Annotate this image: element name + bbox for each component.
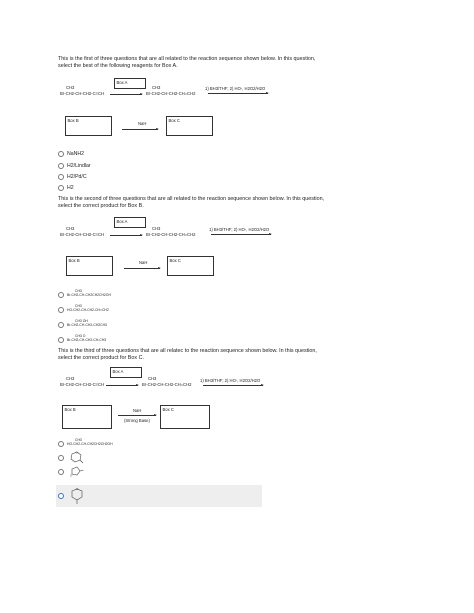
q2-arrow-right	[211, 234, 271, 235]
q2-box-a: Box A	[114, 217, 146, 228]
q2-box-b: Box B	[66, 256, 113, 276]
q3-option-1[interactable]	[58, 439, 113, 448]
q2-option-1[interactable]	[58, 290, 111, 299]
methyl-tetrahydropyran-ring-icon	[67, 486, 87, 506]
q2-option-2-radio[interactable]	[58, 307, 64, 313]
q1-middle-ch3: CH3	[152, 85, 161, 90]
q1-reaction-scheme	[58, 76, 288, 106]
q2-arrow-a	[110, 235, 142, 236]
q2-reaction-scheme	[58, 216, 288, 246]
q1-option-3-label: H2/Pd/C	[67, 173, 87, 180]
q1-option-3-radio[interactable]	[58, 174, 64, 180]
q1-start-molecule: Br-CH2-CH-CH2-C≡CH	[60, 91, 105, 96]
q3-reagent-right: 1) BH3/THF; 2) HO-, H2O2/H2O	[200, 378, 261, 383]
tetrahydrofuran-ring-icon	[67, 465, 85, 479]
q3-nah-note: (Strong Base)	[124, 418, 150, 423]
q3-box-a: Box A	[110, 367, 142, 378]
q3-arrow-a	[106, 385, 138, 386]
q2-option-3[interactable]	[58, 320, 107, 329]
q3-option-2-radio[interactable]	[58, 455, 64, 461]
q3-option-4[interactable]	[58, 486, 87, 506]
q1-option-2-radio[interactable]	[58, 163, 64, 169]
q2-option-3-radio[interactable]	[58, 322, 64, 328]
q3-middle-molecule: Br-CH2-CH-CH2-CH=CH2	[142, 382, 192, 387]
q1-nah-label: NaH	[138, 121, 147, 126]
q3-box-b: Box B	[62, 405, 112, 429]
q3-option-2[interactable]	[58, 452, 85, 464]
q3-arrow-right	[203, 385, 263, 386]
q2-arrow-nah	[124, 268, 160, 269]
q2-reagent-right: 1) BH3/THF; 2) HO-, H2O2/H2O	[209, 227, 270, 232]
q2-option-2[interactable]	[58, 305, 109, 314]
q3-nah-label: NaH	[133, 408, 142, 413]
q1-option-4[interactable]	[58, 183, 74, 192]
question-1-prompt: This is the first of three questions that are all related to the reaction sequence shown below. In this question, select the best of the following reagents for Box A.	[58, 56, 316, 70]
q2-middle-ch3: CH3	[152, 226, 161, 231]
q3-start-molecule: Br-CH2-CH-CH2-C≡CH	[60, 382, 105, 387]
q1-option-1-radio[interactable]	[58, 151, 64, 157]
q2-option-4-structure: CH3 O Br-CH2-CH-CH2-CH-CH3	[67, 333, 107, 342]
q2-option-1-structure: CH3 Br-CH2-CH-CH2CH2CH2OH	[67, 288, 111, 297]
q3-option-1-radio[interactable]	[58, 441, 64, 447]
q1-option-2-label: H2/Lindlar	[67, 162, 91, 169]
q3-option-4-radio[interactable]	[58, 493, 64, 499]
q2-option-4[interactable]	[58, 335, 106, 344]
q1-option-1-label: NaNH2	[67, 150, 85, 157]
q3-reaction-scheme	[58, 366, 288, 396]
q2-start-molecule: Br-CH2-CH-CH2-C≡CH	[60, 232, 105, 237]
q1-option-4-radio[interactable]	[58, 185, 64, 191]
q1-arrow-a	[110, 94, 142, 95]
q1-arrow-right	[208, 93, 268, 94]
q2-option-2-structure: CH3 HO-CH2-CH-CH2-CH=CH2	[67, 303, 109, 312]
q1-option-2[interactable]	[58, 161, 91, 170]
q1-reagent-right: 1) BH3/THF; 2) HO-, H2O2/H2O	[205, 86, 266, 91]
question-3-prompt: This is the third of three questions that are all relatec to the reaction sequence shown below. In this question, select the correct product for Box C.	[58, 348, 317, 362]
q3-middle-ch3: CH3	[148, 376, 157, 381]
svg-text:O: O	[75, 451, 78, 455]
q3-arrow-nah	[118, 415, 156, 416]
q2-option-1-radio[interactable]	[58, 292, 64, 298]
q1-middle-molecule: Br-CH2-CH-CH2-CH=CH2	[146, 91, 196, 96]
q2-start-ch3: CH3	[66, 226, 75, 231]
q1-arrow-nah	[122, 129, 158, 130]
q3-option-3[interactable]	[58, 466, 85, 478]
q1-start-ch3: CH3	[66, 85, 75, 90]
svg-text:O: O	[70, 473, 73, 478]
q1-box-a: Box A	[114, 78, 146, 89]
q2-box-c: Box C	[167, 256, 214, 276]
q2-option-4-radio[interactable]	[58, 337, 64, 343]
svg-text:O: O	[76, 487, 79, 491]
q3-start-ch3: CH3	[66, 376, 75, 381]
question-2-prompt: This is the second of three questions that are all related to the reaction sequence shown below. In this question, select the correct product for Box B.	[58, 196, 325, 210]
q2-middle-molecule: Br-CH2-CH-CH2-CH=CH2	[146, 232, 196, 237]
tetrahydropyran-ring-icon	[67, 451, 85, 465]
q1-box-b: Box B	[65, 116, 112, 136]
q3-box-c: Box C	[160, 405, 210, 429]
q1-box-c: Box C	[166, 116, 213, 136]
q1-option-3[interactable]	[58, 172, 87, 181]
q2-option-3-structure: CH3 OH Br-CH2-CH-CH2-CH2CH3	[67, 318, 107, 327]
q3-option-3-radio[interactable]	[58, 469, 64, 475]
q1-option-4-label: H2	[67, 184, 74, 191]
q2-nah-label: NaH	[139, 260, 148, 265]
q1-option-1[interactable]	[58, 149, 84, 158]
q3-option-1-structure: CH3 HO-CH2-CH-CH2CH2CH2OH	[67, 437, 113, 446]
